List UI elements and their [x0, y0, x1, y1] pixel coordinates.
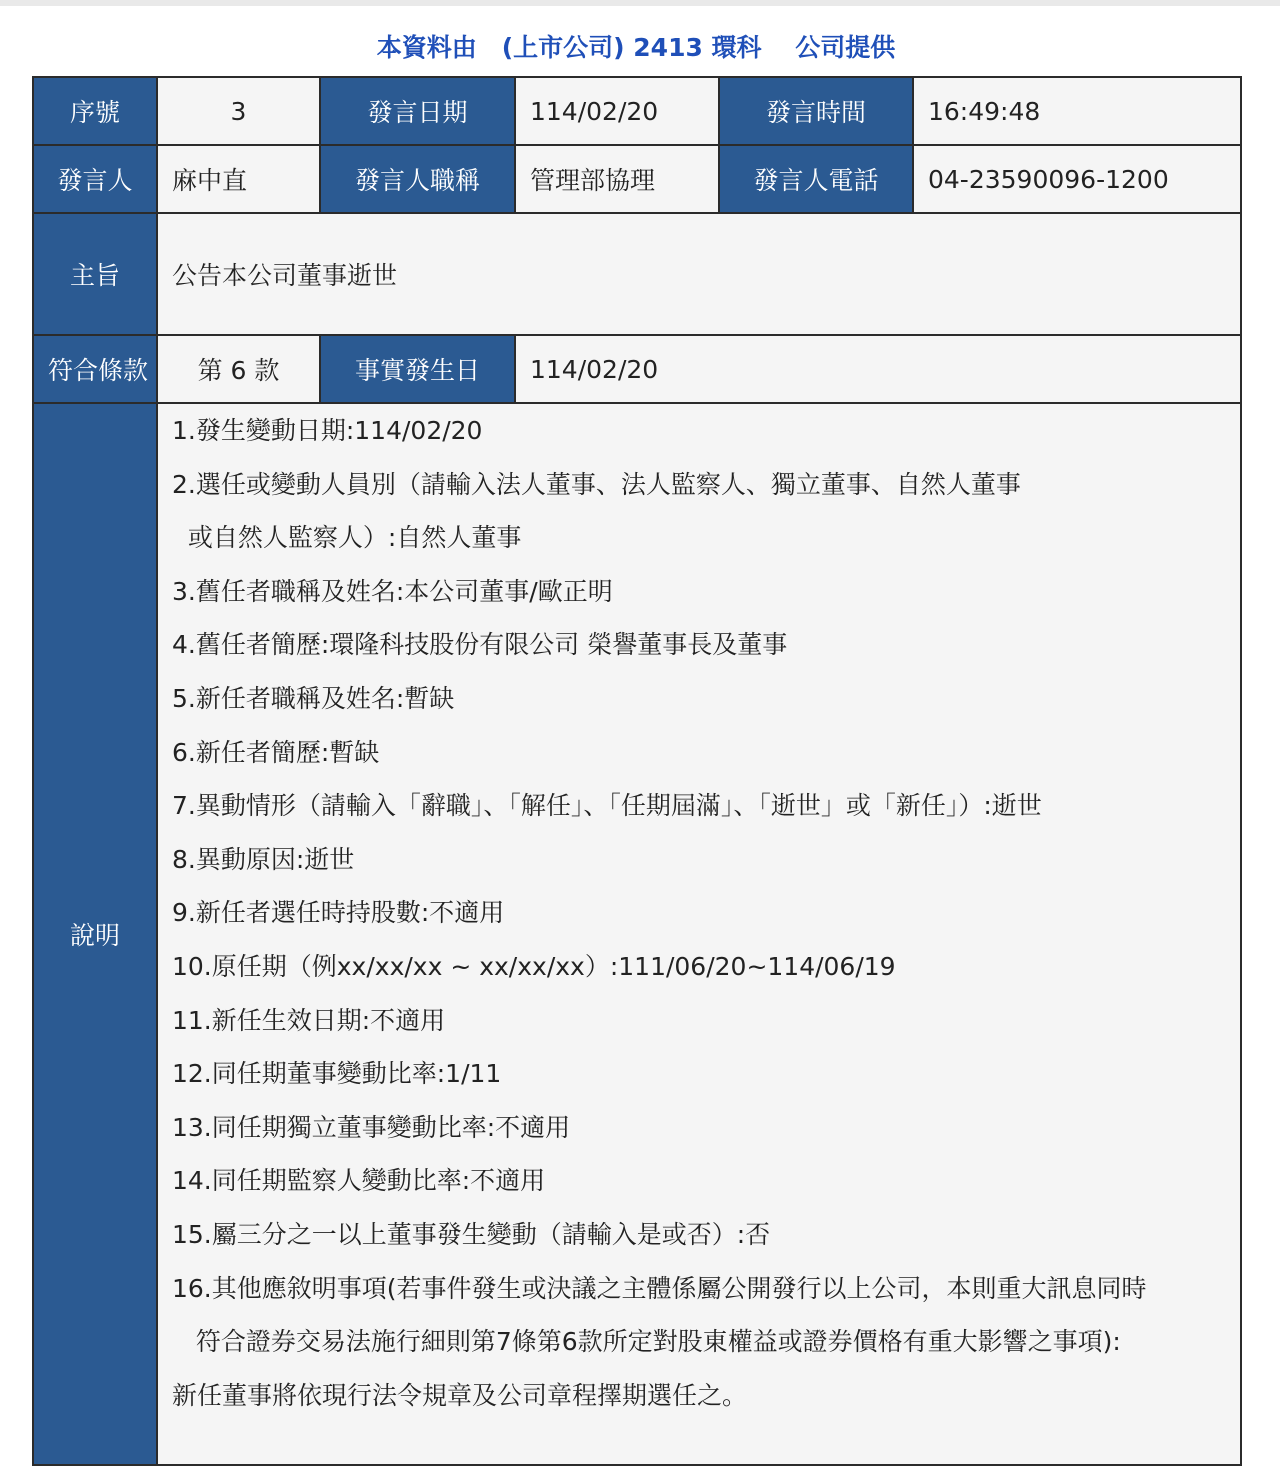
description-line: 符合證券交易法施行細則第7條第6款所定對股東權益或證券價格有重大影響之事項): [172, 1327, 1121, 1357]
description-line: 13.同任期獨立董事變動比率:不適用 [172, 1112, 571, 1142]
description-line: 8.異動原因:逝世 [172, 844, 355, 874]
date-label: 發言日期 [320, 77, 515, 145]
description-line: 2.選任或變動人員別（請輸入法人董事、法人監察人、獨立董事、自然人董事 [172, 469, 1021, 499]
row-date-time [33, 77, 1241, 145]
description-line: 或自然人監察人）:自然人董事 [172, 523, 522, 553]
clause-value: 第 6 款 [157, 335, 320, 403]
speaker-value: 麻中直 [157, 145, 320, 213]
seq-label: 序號 [33, 77, 157, 145]
subject-label: 主旨 [33, 213, 157, 335]
description-content [157, 403, 1241, 1465]
row-description [33, 403, 1241, 1465]
row-clause [33, 335, 1241, 403]
speaker-label: 發言人 [33, 145, 157, 213]
description-line: 6.新任者簡歷:暫缺 [172, 737, 380, 767]
fact-date-value: 114/02/20 [515, 335, 1241, 403]
description-line: 新任董事將依現行法令規章及公司章程擇期選任之。 [172, 1380, 748, 1410]
description-line: 10.原任期（例xx/xx/xx ~ xx/xx/xx）:111/06/20~114/06/19 [172, 951, 896, 981]
clause-label: 符合條款 [33, 335, 157, 403]
description-label: 說明 [33, 403, 157, 1465]
speaker-phone-value: 04-23590096-1200 [913, 145, 1241, 213]
description-line: 9.新任者選任時持股數:不適用 [172, 898, 505, 928]
speaker-title-value: 管理部協理 [515, 145, 719, 213]
time-label: 發言時間 [719, 77, 913, 145]
description-line: 16.其他應敘明事項(若事件發生或決議之主體係屬公開發行以上公司，本則重大訊息同時 [172, 1273, 1147, 1303]
speaker-phone-label: 發言人電話 [719, 145, 913, 213]
description-line: 7.異動情形（請輸入「辭職」、「解任」、「任期屆滿」、「逝世」或「新任」）:逝世 [172, 791, 1042, 821]
description-line: 1.發生變動日期:114/02/20 [172, 416, 483, 445]
description-line: 14.同任期監察人變動比率:不適用 [172, 1166, 546, 1196]
seq-value: 3 [157, 77, 320, 145]
date-value: 114/02/20 [515, 77, 719, 145]
description-line: 4.舊任者簡歷:環隆科技股份有限公司 榮譽董事長及董事 [172, 630, 788, 660]
top-bar [0, 0, 1280, 6]
row-subject [33, 213, 1241, 335]
description-line: 11.新任生效日期:不適用 [172, 1005, 446, 1035]
speaker-title-label: 發言人職稱 [320, 145, 515, 213]
subject-value: 公告本公司董事逝世 [157, 213, 1241, 335]
announcement-table [32, 76, 1242, 1466]
description-line: 3.舊任者職稱及姓名:本公司董事/歐正明 [172, 576, 613, 606]
page-title: 本資料由 (上市公司) 2413 環科 公司提供 [376, 33, 896, 62]
row-speaker [33, 145, 1241, 213]
description-line: 15.屬三分之一以上董事發生變動（請輸入是或否）:否 [172, 1219, 771, 1249]
description-line: 5.新任者職稱及姓名:暫缺 [172, 683, 455, 713]
time-value: 16:49:48 [913, 77, 1241, 145]
description-line: 12.同任期董事變動比率:1/11 [172, 1059, 502, 1089]
fact-date-label: 事實發生日 [320, 335, 515, 403]
